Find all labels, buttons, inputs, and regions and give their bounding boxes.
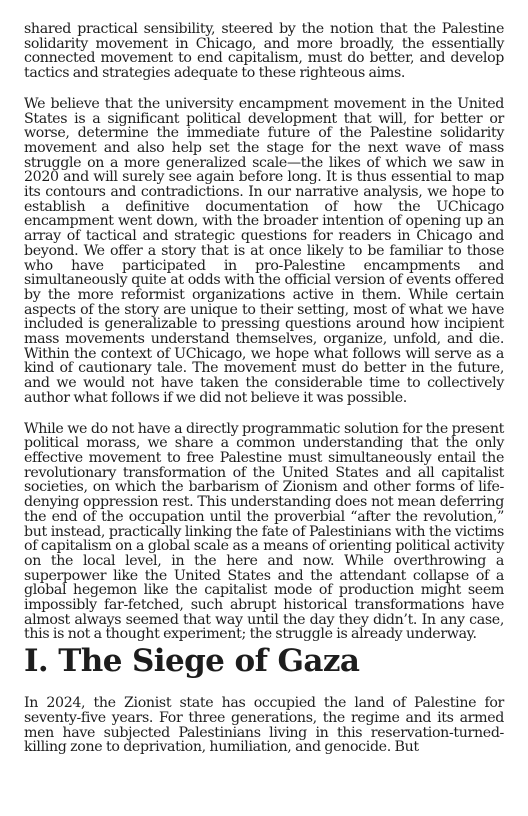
body-paragraph-1: shared practical sensibility, steered by the notion that the Palestine solidarity movement in Chicago, and more broadly, the essentially connected movement to end capitalism, must do better, and develop tactics and strategies adequate to these righteous aims. <box>24 21 504 82</box>
body-paragraph-2: We believe that the university encampment movement in the United States is a significant political development that will, for better or worse, determine the immediate future of the Palestine solidarity movement and also help set the stage for the next wave of mass struggle on a more generalized scale—the likes of which we saw in 2020 and will surely see again before long. It is thus essential to map its contours and contradictions. In our narrative analysis, we hope to establish a definitive documentation of how the UChicago encampment went down, with the broader intention of opening up an array of tactical and strategic questions for readers in Chicago and beyond. We offer a story that is at once likely to be familiar to those who have participated in pro-Palestine encampments and simultaneously quite at odds with the official version of events offered by the more reformist organizations active in them. While certain aspects of the story are unique to their setting, most of what we have included is generalizable to pressing questions around how incipient mass movements understand themselves, organize, unfold, and die. Within the context of UChicago, we hope what follows will serve as a kind of cautionary tale. The movement must do better in the future, and we would not have taken the considerable time to collectively author what follows if we did not believe it was possible. <box>24 95 504 406</box>
section-heading: I. The Siege of Gaza <box>24 643 360 680</box>
section-paragraph: In 2024, the Zionist state has occupied the land of Palestine for seventy-five years. For three generations, the regime and its armed men have subjected Palestinians living in this reservation-turned-killing zone to deprivation, humiliation, and genocide. But <box>24 695 504 756</box>
document-page <box>24 22 504 755</box>
body-paragraph-3: While we do not have a directly programmatic solution for the present political morass, we share a common understanding that the only effective movement to free Palestine must simultaneously entail the revolutionary transformation of the United States and all capitalist societies, on which the barbarism of Zionism and other forms of life-denying oppression rest. This understanding does not mean deferring the end of the occupation until the proverbial “after the revolution,” but instead, practically linking the fate of Palestinians with the victims of capitalism on a global scale as a means of orienting political activity on the local level, in the here and now. While overthrowing a superpower like the United States and the attendant collapse of a global hegemon like the capitalist mode of production might seem impossibly far-fetched, such abrupt historical transformations have almost always seemed that way until the day they didn’t. In any case, this is not a thought experiment; the struggle is already underway. <box>24 420 504 643</box>
